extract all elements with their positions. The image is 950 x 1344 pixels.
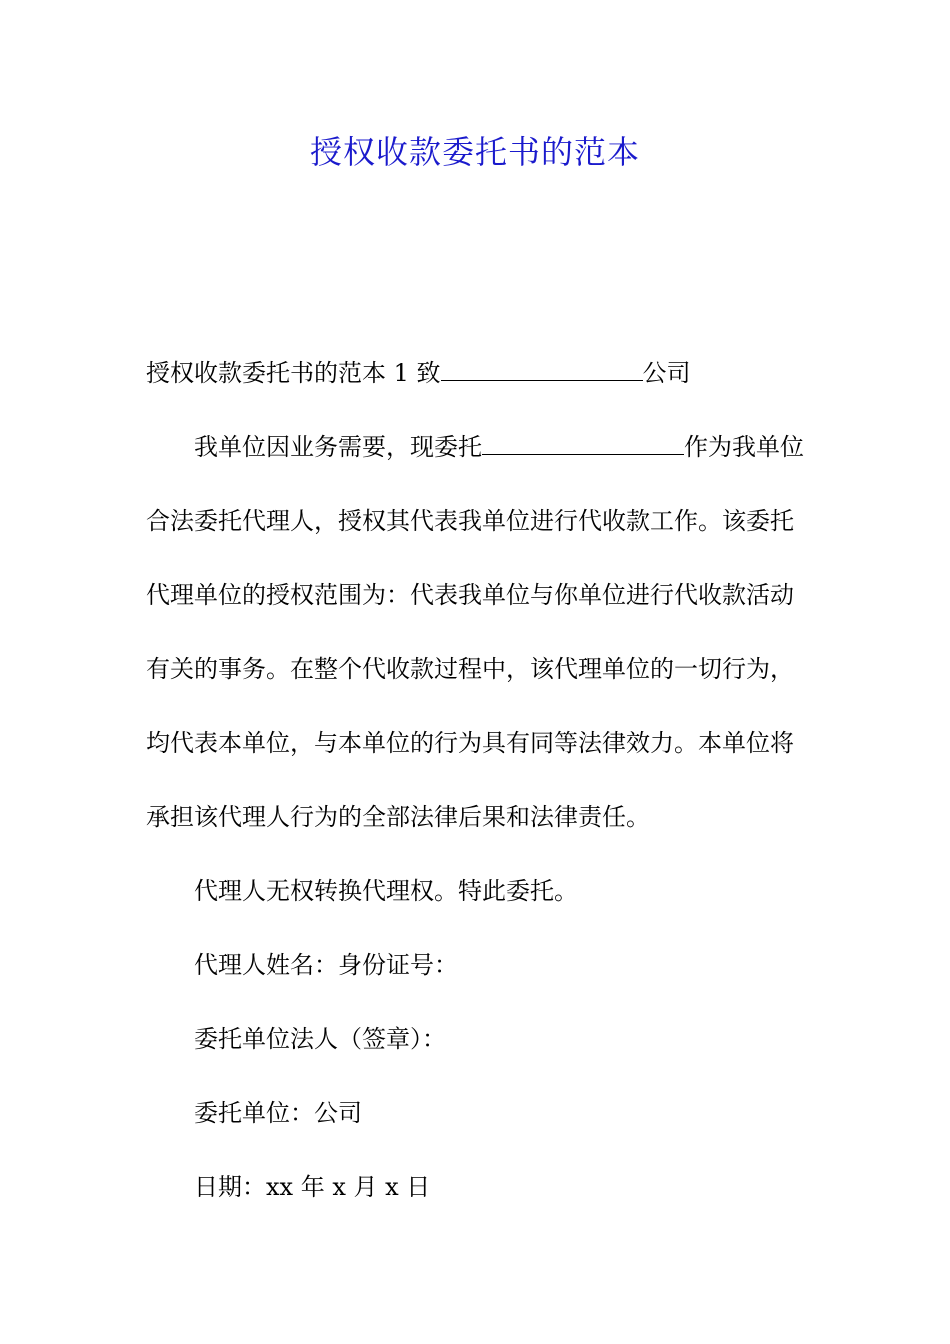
opening-suffix: 公司 bbox=[642, 359, 691, 387]
paragraph1-line5: 均代表本单位，与本单位的行为具有同等法律效力。本单位将 bbox=[146, 729, 794, 757]
paragraph1-line3: 代理单位的授权范围为：代表我单位与你单位进行代收款活动 bbox=[146, 581, 794, 609]
date-line: 日期：xx 年 x 月 x 日 bbox=[194, 1173, 431, 1201]
paragraph2: 代理人无权转换代理权。特此委托。 bbox=[194, 877, 578, 905]
agent-info-line: 代理人姓名：身份证号： bbox=[194, 951, 458, 979]
document-title: 授权收款委托书的范本 bbox=[309, 133, 640, 171]
opening-prefix: 授权收款委托书的范本 1 致 bbox=[146, 359, 441, 387]
paragraph1-line4: 有关的事务。在整个代收款过程中，该代理单位的一切行为， bbox=[146, 655, 794, 683]
document-body bbox=[146, 336, 810, 1224]
opening-line bbox=[146, 336, 810, 410]
paragraph1-line6: 承担该代理人行为的全部法律后果和法律责任。 bbox=[146, 803, 650, 831]
paragraph1-line1-suffix: 作为我单位 bbox=[684, 433, 804, 461]
agent-blank bbox=[482, 434, 684, 455]
paragraph1-line1 bbox=[146, 410, 810, 484]
legal-rep-line: 委托单位法人（签章）： bbox=[194, 1025, 446, 1053]
company-line: 委托单位：公司 bbox=[194, 1099, 362, 1127]
recipient-blank bbox=[441, 360, 643, 381]
paragraph1-line2: 合法委托代理人，授权其代表我单位进行代收款工作。该委托 bbox=[146, 507, 794, 535]
paragraph1-line1-prefix: 我单位因业务需要，现委托 bbox=[194, 433, 482, 461]
